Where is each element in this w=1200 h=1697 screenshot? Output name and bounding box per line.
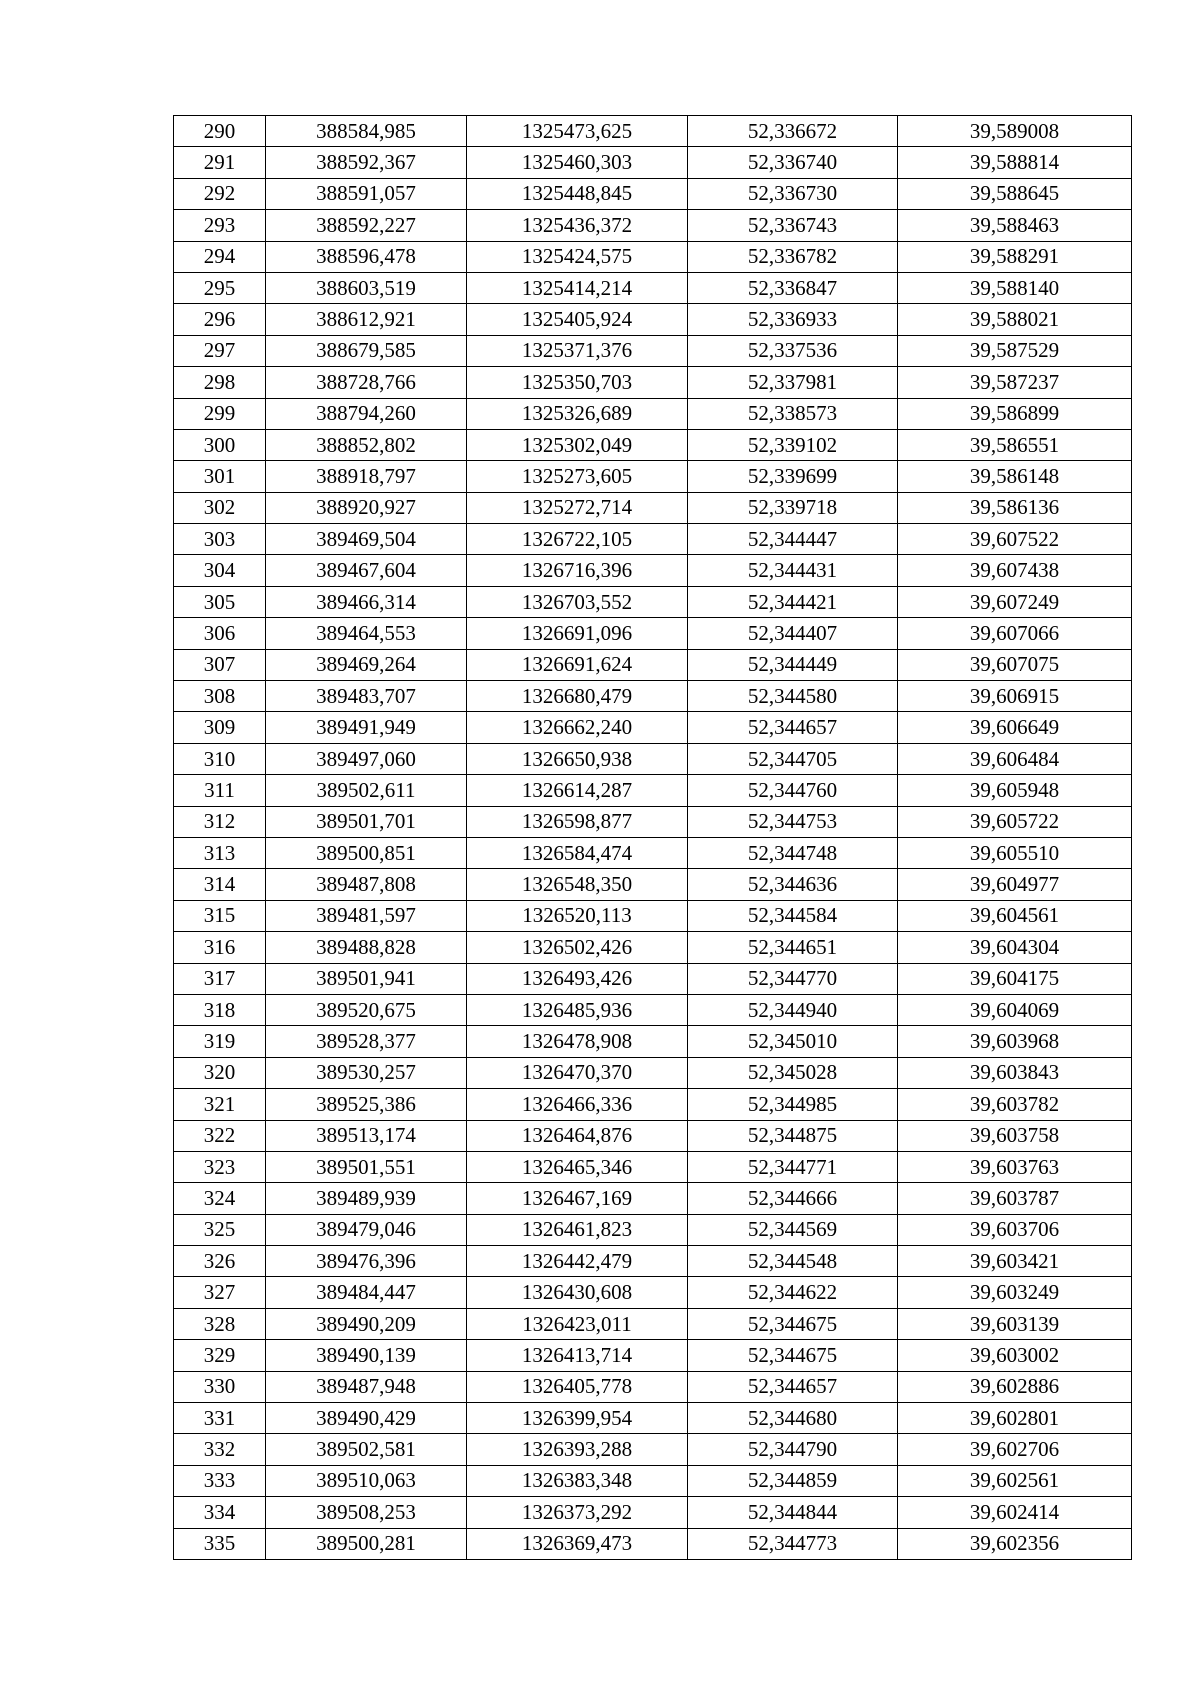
table-row xyxy=(174,1026,1132,1057)
point-number-cell: 299 xyxy=(174,398,266,429)
longitude-cell: 39,604304 xyxy=(898,932,1132,963)
point-number-cell: 293 xyxy=(174,210,266,241)
table-row xyxy=(174,429,1132,460)
point-number-cell: 297 xyxy=(174,335,266,366)
latitude-cell: 52,345028 xyxy=(688,1057,898,1088)
table-row xyxy=(174,1246,1132,1277)
latitude-cell: 52,344675 xyxy=(688,1308,898,1339)
x-coordinate-cell: 389530,257 xyxy=(266,1057,467,1088)
point-number-cell: 290 xyxy=(174,116,266,147)
latitude-cell: 52,344680 xyxy=(688,1403,898,1434)
latitude-cell: 52,344790 xyxy=(688,1434,898,1465)
longitude-cell: 39,588291 xyxy=(898,241,1132,272)
longitude-cell: 39,604977 xyxy=(898,869,1132,900)
x-coordinate-cell: 389500,281 xyxy=(266,1528,467,1559)
point-number-cell: 318 xyxy=(174,994,266,1025)
y-coordinate-cell: 1326478,908 xyxy=(467,1026,688,1057)
table-row xyxy=(174,900,1132,931)
latitude-cell: 52,344447 xyxy=(688,524,898,555)
table-row xyxy=(174,586,1132,617)
point-number-cell: 321 xyxy=(174,1089,266,1120)
point-number-cell: 305 xyxy=(174,586,266,617)
x-coordinate-cell: 389488,828 xyxy=(266,932,467,963)
point-number-cell: 316 xyxy=(174,932,266,963)
point-number-cell: 334 xyxy=(174,1497,266,1528)
point-number-cell: 302 xyxy=(174,492,266,523)
table-row xyxy=(174,178,1132,209)
table-row xyxy=(174,681,1132,712)
longitude-cell: 39,588463 xyxy=(898,210,1132,241)
x-coordinate-cell: 389525,386 xyxy=(266,1089,467,1120)
x-coordinate-cell: 389508,253 xyxy=(266,1497,467,1528)
latitude-cell: 52,344859 xyxy=(688,1465,898,1496)
y-coordinate-cell: 1326430,608 xyxy=(467,1277,688,1308)
point-number-cell: 327 xyxy=(174,1277,266,1308)
latitude-cell: 52,336740 xyxy=(688,147,898,178)
y-coordinate-cell: 1326467,169 xyxy=(467,1183,688,1214)
y-coordinate-cell: 1325448,845 xyxy=(467,178,688,209)
latitude-cell: 52,337536 xyxy=(688,335,898,366)
latitude-cell: 52,344431 xyxy=(688,555,898,586)
latitude-cell: 52,344657 xyxy=(688,712,898,743)
longitude-cell: 39,602561 xyxy=(898,1465,1132,1496)
longitude-cell: 39,602706 xyxy=(898,1434,1132,1465)
x-coordinate-cell: 388596,478 xyxy=(266,241,467,272)
latitude-cell: 52,344548 xyxy=(688,1246,898,1277)
y-coordinate-cell: 1326703,552 xyxy=(467,586,688,617)
y-coordinate-cell: 1326662,240 xyxy=(467,712,688,743)
y-coordinate-cell: 1325350,703 xyxy=(467,367,688,398)
longitude-cell: 39,588021 xyxy=(898,304,1132,335)
point-number-cell: 329 xyxy=(174,1340,266,1371)
latitude-cell: 52,344985 xyxy=(688,1089,898,1120)
longitude-cell: 39,603249 xyxy=(898,1277,1132,1308)
x-coordinate-cell: 389487,808 xyxy=(266,869,467,900)
point-number-cell: 315 xyxy=(174,900,266,931)
y-coordinate-cell: 1326716,396 xyxy=(467,555,688,586)
table-row xyxy=(174,775,1132,806)
point-number-cell: 328 xyxy=(174,1308,266,1339)
y-coordinate-cell: 1325405,924 xyxy=(467,304,688,335)
y-coordinate-cell: 1326691,624 xyxy=(467,649,688,680)
x-coordinate-cell: 389490,139 xyxy=(266,1340,467,1371)
y-coordinate-cell: 1326598,877 xyxy=(467,806,688,837)
latitude-cell: 52,336933 xyxy=(688,304,898,335)
y-coordinate-cell: 1325473,625 xyxy=(467,116,688,147)
longitude-cell: 39,605510 xyxy=(898,837,1132,868)
latitude-cell: 52,338573 xyxy=(688,398,898,429)
point-number-cell: 291 xyxy=(174,147,266,178)
latitude-cell: 52,344773 xyxy=(688,1528,898,1559)
longitude-cell: 39,588140 xyxy=(898,272,1132,303)
y-coordinate-cell: 1326464,876 xyxy=(467,1120,688,1151)
latitude-cell: 52,344753 xyxy=(688,806,898,837)
longitude-cell: 39,602801 xyxy=(898,1403,1132,1434)
point-number-cell: 322 xyxy=(174,1120,266,1151)
longitude-cell: 39,604175 xyxy=(898,963,1132,994)
x-coordinate-cell: 389469,264 xyxy=(266,649,467,680)
longitude-cell: 39,603139 xyxy=(898,1308,1132,1339)
table-row xyxy=(174,869,1132,900)
longitude-cell: 39,588814 xyxy=(898,147,1132,178)
x-coordinate-cell: 388584,985 xyxy=(266,116,467,147)
longitude-cell: 39,603763 xyxy=(898,1151,1132,1182)
x-coordinate-cell: 388920,927 xyxy=(266,492,467,523)
latitude-cell: 52,336782 xyxy=(688,241,898,272)
x-coordinate-cell: 388852,802 xyxy=(266,429,467,460)
longitude-cell: 39,602414 xyxy=(898,1497,1132,1528)
y-coordinate-cell: 1326502,426 xyxy=(467,932,688,963)
y-coordinate-cell: 1326650,938 xyxy=(467,743,688,774)
x-coordinate-cell: 389502,581 xyxy=(266,1434,467,1465)
longitude-cell: 39,587529 xyxy=(898,335,1132,366)
y-coordinate-cell: 1325371,376 xyxy=(467,335,688,366)
y-coordinate-cell: 1326680,479 xyxy=(467,681,688,712)
latitude-cell: 52,344449 xyxy=(688,649,898,680)
y-coordinate-cell: 1326691,096 xyxy=(467,618,688,649)
longitude-cell: 39,605948 xyxy=(898,775,1132,806)
x-coordinate-cell: 389469,504 xyxy=(266,524,467,555)
point-number-cell: 301 xyxy=(174,461,266,492)
latitude-cell: 52,336730 xyxy=(688,178,898,209)
x-coordinate-cell: 389510,063 xyxy=(266,1465,467,1496)
y-coordinate-cell: 1325273,605 xyxy=(467,461,688,492)
x-coordinate-cell: 389500,851 xyxy=(266,837,467,868)
point-number-cell: 330 xyxy=(174,1371,266,1402)
table-row xyxy=(174,743,1132,774)
x-coordinate-cell: 388728,766 xyxy=(266,367,467,398)
point-number-cell: 325 xyxy=(174,1214,266,1245)
point-number-cell: 312 xyxy=(174,806,266,837)
latitude-cell: 52,336672 xyxy=(688,116,898,147)
table-row xyxy=(174,1434,1132,1465)
longitude-cell: 39,607075 xyxy=(898,649,1132,680)
table-row xyxy=(174,649,1132,680)
point-number-cell: 296 xyxy=(174,304,266,335)
x-coordinate-cell: 389497,060 xyxy=(266,743,467,774)
table-row xyxy=(174,994,1132,1025)
latitude-cell: 52,344636 xyxy=(688,869,898,900)
table-row xyxy=(174,1308,1132,1339)
point-number-cell: 311 xyxy=(174,775,266,806)
longitude-cell: 39,586148 xyxy=(898,461,1132,492)
x-coordinate-cell: 388794,260 xyxy=(266,398,467,429)
longitude-cell: 39,603002 xyxy=(898,1340,1132,1371)
x-coordinate-cell: 389484,447 xyxy=(266,1277,467,1308)
point-number-cell: 332 xyxy=(174,1434,266,1465)
latitude-cell: 52,344569 xyxy=(688,1214,898,1245)
table-row xyxy=(174,1403,1132,1434)
x-coordinate-cell: 389501,941 xyxy=(266,963,467,994)
table-row xyxy=(174,1120,1132,1151)
table-row xyxy=(174,367,1132,398)
y-coordinate-cell: 1326520,113 xyxy=(467,900,688,931)
table-row xyxy=(174,837,1132,868)
x-coordinate-cell: 389501,551 xyxy=(266,1151,467,1182)
point-number-cell: 306 xyxy=(174,618,266,649)
point-number-cell: 335 xyxy=(174,1528,266,1559)
point-number-cell: 320 xyxy=(174,1057,266,1088)
y-coordinate-cell: 1326614,287 xyxy=(467,775,688,806)
x-coordinate-cell: 388591,057 xyxy=(266,178,467,209)
latitude-cell: 52,344666 xyxy=(688,1183,898,1214)
x-coordinate-cell: 389464,553 xyxy=(266,618,467,649)
longitude-cell: 39,604069 xyxy=(898,994,1132,1025)
point-number-cell: 319 xyxy=(174,1026,266,1057)
table-row xyxy=(174,1214,1132,1245)
x-coordinate-cell: 389528,377 xyxy=(266,1026,467,1057)
longitude-cell: 39,603706 xyxy=(898,1214,1132,1245)
longitude-cell: 39,586551 xyxy=(898,429,1132,460)
y-coordinate-cell: 1326423,011 xyxy=(467,1308,688,1339)
table-row xyxy=(174,1183,1132,1214)
latitude-cell: 52,344622 xyxy=(688,1277,898,1308)
table-row xyxy=(174,555,1132,586)
table-row xyxy=(174,147,1132,178)
longitude-cell: 39,603421 xyxy=(898,1246,1132,1277)
x-coordinate-cell: 389501,701 xyxy=(266,806,467,837)
y-coordinate-cell: 1325272,714 xyxy=(467,492,688,523)
coordinates-table xyxy=(173,115,1132,1560)
table-row xyxy=(174,618,1132,649)
point-number-cell: 326 xyxy=(174,1246,266,1277)
table-row xyxy=(174,210,1132,241)
longitude-cell: 39,602356 xyxy=(898,1528,1132,1559)
latitude-cell: 52,339699 xyxy=(688,461,898,492)
latitude-cell: 52,344675 xyxy=(688,1340,898,1371)
latitude-cell: 52,339102 xyxy=(688,429,898,460)
latitude-cell: 52,344940 xyxy=(688,994,898,1025)
table-row xyxy=(174,932,1132,963)
table-row xyxy=(174,116,1132,147)
x-coordinate-cell: 389479,046 xyxy=(266,1214,467,1245)
table-row xyxy=(174,1371,1132,1402)
longitude-cell: 39,603968 xyxy=(898,1026,1132,1057)
y-coordinate-cell: 1326722,105 xyxy=(467,524,688,555)
longitude-cell: 39,602886 xyxy=(898,1371,1132,1402)
point-number-cell: 313 xyxy=(174,837,266,868)
point-number-cell: 295 xyxy=(174,272,266,303)
x-coordinate-cell: 389487,948 xyxy=(266,1371,467,1402)
table-row xyxy=(174,1057,1132,1088)
y-coordinate-cell: 1325436,372 xyxy=(467,210,688,241)
y-coordinate-cell: 1326373,292 xyxy=(467,1497,688,1528)
longitude-cell: 39,607249 xyxy=(898,586,1132,617)
longitude-cell: 39,607522 xyxy=(898,524,1132,555)
point-number-cell: 331 xyxy=(174,1403,266,1434)
table-row xyxy=(174,1089,1132,1120)
longitude-cell: 39,607438 xyxy=(898,555,1132,586)
y-coordinate-cell: 1326461,823 xyxy=(467,1214,688,1245)
x-coordinate-cell: 388679,585 xyxy=(266,335,467,366)
point-number-cell: 292 xyxy=(174,178,266,209)
y-coordinate-cell: 1325424,575 xyxy=(467,241,688,272)
longitude-cell: 39,586899 xyxy=(898,398,1132,429)
latitude-cell: 52,336847 xyxy=(688,272,898,303)
y-coordinate-cell: 1326548,350 xyxy=(467,869,688,900)
longitude-cell: 39,603787 xyxy=(898,1183,1132,1214)
longitude-cell: 39,589008 xyxy=(898,116,1132,147)
table-row xyxy=(174,1340,1132,1371)
table-row xyxy=(174,398,1132,429)
latitude-cell: 52,339718 xyxy=(688,492,898,523)
x-coordinate-cell: 388603,519 xyxy=(266,272,467,303)
point-number-cell: 308 xyxy=(174,681,266,712)
x-coordinate-cell: 388918,797 xyxy=(266,461,467,492)
latitude-cell: 52,345010 xyxy=(688,1026,898,1057)
table-row xyxy=(174,1497,1132,1528)
longitude-cell: 39,606484 xyxy=(898,743,1132,774)
point-number-cell: 307 xyxy=(174,649,266,680)
point-number-cell: 333 xyxy=(174,1465,266,1496)
point-number-cell: 298 xyxy=(174,367,266,398)
point-number-cell: 324 xyxy=(174,1183,266,1214)
x-coordinate-cell: 389467,604 xyxy=(266,555,467,586)
y-coordinate-cell: 1325326,689 xyxy=(467,398,688,429)
latitude-cell: 52,344421 xyxy=(688,586,898,617)
table-row xyxy=(174,272,1132,303)
longitude-cell: 39,586136 xyxy=(898,492,1132,523)
y-coordinate-cell: 1325414,214 xyxy=(467,272,688,303)
latitude-cell: 52,344844 xyxy=(688,1497,898,1528)
longitude-cell: 39,606649 xyxy=(898,712,1132,743)
latitude-cell: 52,344760 xyxy=(688,775,898,806)
y-coordinate-cell: 1326584,474 xyxy=(467,837,688,868)
table-row xyxy=(174,241,1132,272)
table-row xyxy=(174,1465,1132,1496)
table-row xyxy=(174,304,1132,335)
longitude-cell: 39,606915 xyxy=(898,681,1132,712)
point-number-cell: 314 xyxy=(174,869,266,900)
table-row xyxy=(174,1151,1132,1182)
y-coordinate-cell: 1326465,346 xyxy=(467,1151,688,1182)
table-row xyxy=(174,806,1132,837)
x-coordinate-cell: 388592,227 xyxy=(266,210,467,241)
longitude-cell: 39,603782 xyxy=(898,1089,1132,1120)
latitude-cell: 52,344875 xyxy=(688,1120,898,1151)
y-coordinate-cell: 1326383,348 xyxy=(467,1465,688,1496)
latitude-cell: 52,344770 xyxy=(688,963,898,994)
x-coordinate-cell: 389513,174 xyxy=(266,1120,467,1151)
x-coordinate-cell: 389491,949 xyxy=(266,712,467,743)
y-coordinate-cell: 1326470,370 xyxy=(467,1057,688,1088)
longitude-cell: 39,604561 xyxy=(898,900,1132,931)
latitude-cell: 52,344584 xyxy=(688,900,898,931)
table-row xyxy=(174,1528,1132,1559)
y-coordinate-cell: 1326413,714 xyxy=(467,1340,688,1371)
table-row xyxy=(174,1277,1132,1308)
y-coordinate-cell: 1326369,473 xyxy=(467,1528,688,1559)
x-coordinate-cell: 389466,314 xyxy=(266,586,467,617)
x-coordinate-cell: 389520,675 xyxy=(266,994,467,1025)
latitude-cell: 52,344771 xyxy=(688,1151,898,1182)
longitude-cell: 39,607066 xyxy=(898,618,1132,649)
x-coordinate-cell: 389489,939 xyxy=(266,1183,467,1214)
y-coordinate-cell: 1326405,778 xyxy=(467,1371,688,1402)
longitude-cell: 39,605722 xyxy=(898,806,1132,837)
point-number-cell: 294 xyxy=(174,241,266,272)
point-number-cell: 304 xyxy=(174,555,266,586)
longitude-cell: 39,603843 xyxy=(898,1057,1132,1088)
point-number-cell: 300 xyxy=(174,429,266,460)
longitude-cell: 39,587237 xyxy=(898,367,1132,398)
table-row xyxy=(174,712,1132,743)
latitude-cell: 52,344651 xyxy=(688,932,898,963)
point-number-cell: 310 xyxy=(174,743,266,774)
point-number-cell: 303 xyxy=(174,524,266,555)
y-coordinate-cell: 1326393,288 xyxy=(467,1434,688,1465)
point-number-cell: 323 xyxy=(174,1151,266,1182)
latitude-cell: 52,344748 xyxy=(688,837,898,868)
x-coordinate-cell: 389502,611 xyxy=(266,775,467,806)
y-coordinate-cell: 1326485,936 xyxy=(467,994,688,1025)
latitude-cell: 52,344705 xyxy=(688,743,898,774)
latitude-cell: 52,337981 xyxy=(688,367,898,398)
latitude-cell: 52,336743 xyxy=(688,210,898,241)
x-coordinate-cell: 389490,209 xyxy=(266,1308,467,1339)
latitude-cell: 52,344657 xyxy=(688,1371,898,1402)
x-coordinate-cell: 389483,707 xyxy=(266,681,467,712)
x-coordinate-cell: 388592,367 xyxy=(266,147,467,178)
point-number-cell: 309 xyxy=(174,712,266,743)
y-coordinate-cell: 1326399,954 xyxy=(467,1403,688,1434)
coordinates-table-body xyxy=(174,116,1132,1560)
table-row xyxy=(174,461,1132,492)
latitude-cell: 52,344580 xyxy=(688,681,898,712)
table-row xyxy=(174,963,1132,994)
table-row xyxy=(174,524,1132,555)
point-number-cell: 317 xyxy=(174,963,266,994)
table-row xyxy=(174,335,1132,366)
y-coordinate-cell: 1326493,426 xyxy=(467,963,688,994)
y-coordinate-cell: 1326466,336 xyxy=(467,1089,688,1120)
x-coordinate-cell: 389476,396 xyxy=(266,1246,467,1277)
y-coordinate-cell: 1325460,303 xyxy=(467,147,688,178)
y-coordinate-cell: 1325302,049 xyxy=(467,429,688,460)
longitude-cell: 39,603758 xyxy=(898,1120,1132,1151)
x-coordinate-cell: 388612,921 xyxy=(266,304,467,335)
latitude-cell: 52,344407 xyxy=(688,618,898,649)
longitude-cell: 39,588645 xyxy=(898,178,1132,209)
table-row xyxy=(174,492,1132,523)
x-coordinate-cell: 389481,597 xyxy=(266,900,467,931)
y-coordinate-cell: 1326442,479 xyxy=(467,1246,688,1277)
x-coordinate-cell: 389490,429 xyxy=(266,1403,467,1434)
